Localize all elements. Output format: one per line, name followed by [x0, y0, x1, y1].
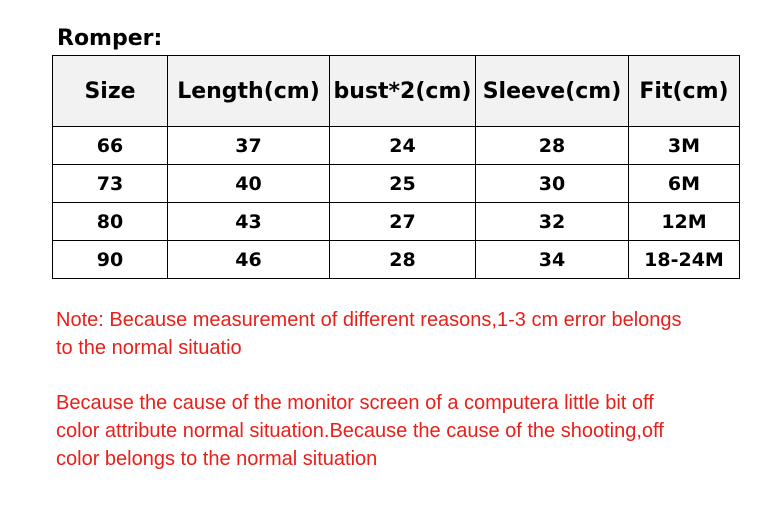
note-line: color belongs to the normal situation	[56, 448, 378, 470]
table-row	[53, 165, 740, 203]
cell-size: 73	[53, 165, 168, 203]
table-row	[53, 241, 740, 279]
header-fit: Fit(cm)	[629, 56, 740, 127]
header-bust: bust*2(cm)	[330, 56, 476, 127]
cell-bust: 28	[330, 241, 476, 279]
note-line: Because the cause of the monitor screen of a computera little bit off	[56, 392, 654, 414]
note-line: to the normal situatio	[56, 337, 242, 359]
color-note	[56, 389, 756, 473]
cell-length: 46	[168, 241, 330, 279]
cell-sleeve: 28	[476, 127, 629, 165]
cell-sleeve: 34	[476, 241, 629, 279]
cell-length: 43	[168, 203, 330, 241]
cell-fit: 3M	[629, 127, 740, 165]
cell-size: 80	[53, 203, 168, 241]
note-line: color attribute normal situation.Because the cause of the shooting,off	[56, 420, 664, 442]
header-size: Size	[53, 56, 168, 127]
cell-fit: 6M	[629, 165, 740, 203]
table-row	[53, 203, 740, 241]
header-length: Length(cm)	[168, 56, 330, 127]
cell-sleeve: 32	[476, 203, 629, 241]
table-header-row	[53, 56, 740, 127]
cell-size: 90	[53, 241, 168, 279]
page-title: Romper:	[57, 26, 163, 51]
table-row	[53, 127, 740, 165]
cell-length: 37	[168, 127, 330, 165]
cell-size: 66	[53, 127, 168, 165]
cell-bust: 24	[330, 127, 476, 165]
note-line: Note: Because measurement of different reasons,1-3 cm error belongs	[56, 309, 682, 331]
measurement-note	[56, 306, 756, 362]
cell-length: 40	[168, 165, 330, 203]
size-table	[52, 55, 740, 279]
cell-sleeve: 30	[476, 165, 629, 203]
cell-bust: 27	[330, 203, 476, 241]
header-sleeve: Sleeve(cm)	[476, 56, 629, 127]
cell-fit: 18-24M	[629, 241, 740, 279]
cell-bust: 25	[330, 165, 476, 203]
cell-fit: 12M	[629, 203, 740, 241]
